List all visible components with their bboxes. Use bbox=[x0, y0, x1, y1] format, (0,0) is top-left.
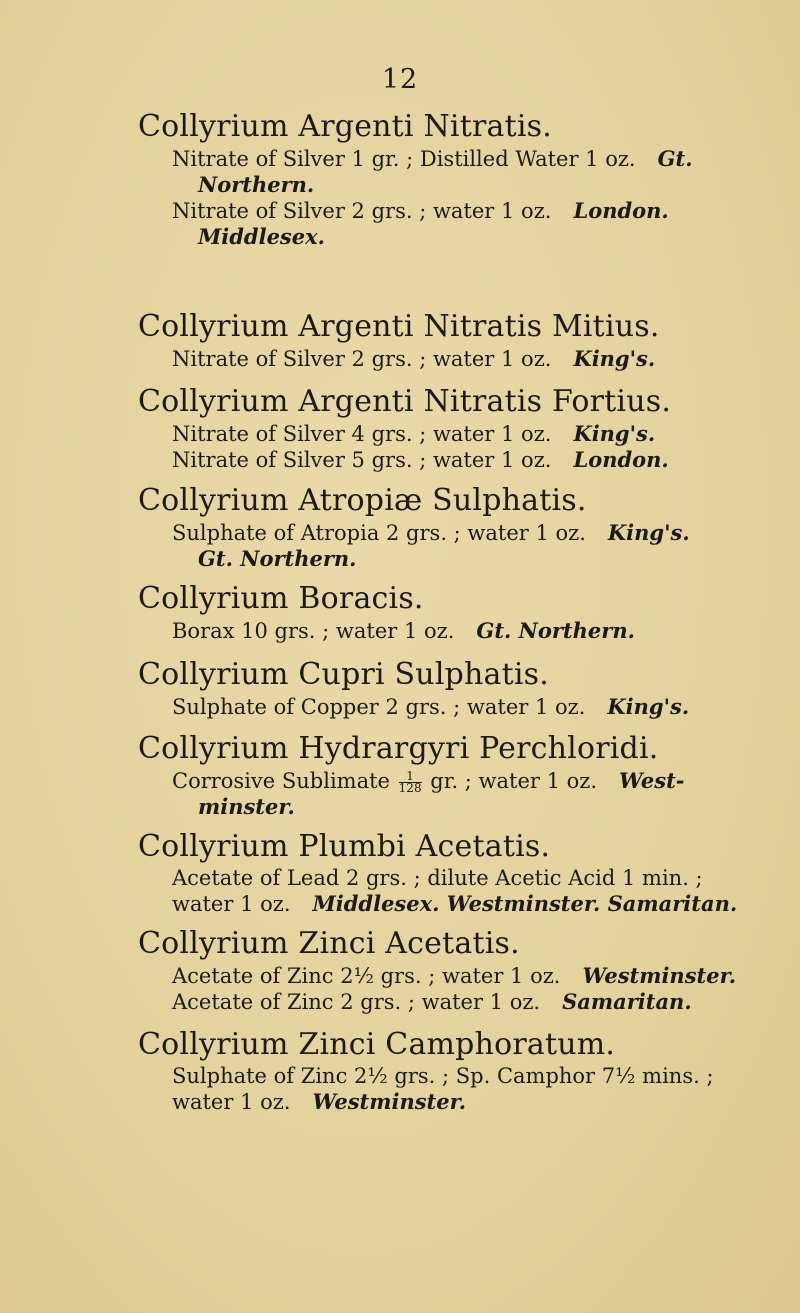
entry-argenti-nitratis bbox=[138, 108, 738, 250]
entry-title: Collyrium Plumbi Acetatis. bbox=[138, 829, 551, 864]
entry-title: Collyrium Argenti Nitratis Mitius. bbox=[138, 309, 660, 344]
entry-line: Sulphate of Zinc 2½ grs. ; Sp. Camphor 7½ mins. ; bbox=[172, 1064, 714, 1088]
entry-line: Sulphate of Atropia 2 grs. ; water 1 oz. King's. bbox=[172, 520, 690, 545]
entry-title: Collyrium Argenti Nitratis Fortius. bbox=[138, 384, 672, 419]
source: Northern. bbox=[198, 172, 315, 197]
entry-title: Collyrium Zinci Camphoratum. bbox=[138, 1027, 616, 1062]
entry-hydrargyri-perchloridi bbox=[138, 730, 738, 820]
entry-line bbox=[138, 794, 738, 820]
entry-line: Nitrate of Silver 2 grs. ; water 1 oz. King's. bbox=[172, 346, 656, 371]
entry-line: Acetate of Zinc 2 grs. ; water 1 oz. Samaritan. bbox=[172, 989, 692, 1014]
source: King's. bbox=[573, 346, 656, 371]
page-number: 12 bbox=[381, 64, 419, 95]
entry-title: Collyrium Zinci Acetatis. bbox=[138, 926, 520, 961]
source: Samaritan. bbox=[562, 989, 692, 1014]
source: Middlesex. bbox=[198, 224, 325, 249]
entry-plumbi-acetatis bbox=[138, 828, 738, 917]
source: West- bbox=[619, 768, 685, 793]
source: King's. bbox=[607, 520, 690, 545]
entry-line: Nitrate of Silver 2 grs. ; water 1 oz. London. bbox=[172, 198, 669, 223]
entry-line: Nitrate of Silver 5 grs. ; water 1 oz. London. bbox=[172, 447, 669, 472]
entry-title: Collyrium Boracis. bbox=[138, 581, 424, 616]
entry-line: Acetate of Lead 2 grs. ; dilute Acetic Acid 1 min. ; bbox=[172, 866, 703, 890]
entry-line: Nitrate of Silver 1 gr. ; Distilled Water 1 oz. Gt. bbox=[172, 146, 693, 171]
entry-title: Collyrium Atropiæ Sulphatis. bbox=[138, 483, 587, 518]
entry-line: water 1 oz. Westminster. bbox=[172, 1089, 467, 1114]
entry-title: Collyrium Hydrargyri Perchloridi. bbox=[138, 731, 659, 766]
entry-line bbox=[138, 546, 738, 572]
source: Middlesex. Westminster. Samaritan. bbox=[312, 891, 738, 916]
entry-line: Sulphate of Copper 2 grs. ; water 1 oz. King's. bbox=[172, 694, 690, 719]
entry-line: Corrosive Sublimate $\frac{1}{128}$ gr. ; water 1 oz. West- bbox=[172, 768, 685, 795]
source: Westminster. bbox=[312, 1089, 467, 1114]
source: King's. bbox=[573, 421, 656, 446]
source: minster. bbox=[198, 794, 295, 819]
source: London. bbox=[573, 198, 669, 223]
entry-boracis bbox=[138, 580, 738, 644]
entry-line bbox=[138, 172, 738, 198]
entry-argenti-nitratis-mitius bbox=[138, 308, 738, 372]
source: Gt. bbox=[657, 146, 693, 171]
entry-zinci-acetatis bbox=[138, 925, 738, 1015]
source: Gt. Northern. bbox=[476, 618, 635, 643]
entry-line: Nitrate of Silver 4 grs. ; water 1 oz. King's. bbox=[172, 421, 656, 446]
entry-argenti-nitratis-fortius bbox=[138, 383, 738, 473]
fraction: $\frac{1}{128}$ bbox=[398, 769, 422, 795]
entry-line bbox=[138, 224, 738, 250]
entry-zinci-camphoratum bbox=[138, 1026, 738, 1115]
source: London. bbox=[573, 447, 669, 472]
entry-line: Borax 10 grs. ; water 1 oz. Gt. Northern. bbox=[172, 618, 635, 643]
entry-line: water 1 oz. Middlesex. Westminster. Samaritan. bbox=[172, 891, 738, 916]
entry-atropiae-sulphatis bbox=[138, 482, 738, 572]
entry-line: Acetate of Zinc 2½ grs. ; water 1 oz. Westminster. bbox=[172, 963, 737, 988]
source: King's. bbox=[607, 694, 690, 719]
entry-title: Collyrium Argenti Nitratis. bbox=[138, 109, 552, 144]
source: Westminster. bbox=[582, 963, 737, 988]
source: Gt. Northern. bbox=[198, 546, 357, 571]
entry-cupri-sulphatis bbox=[138, 656, 738, 720]
entry-title: Collyrium Cupri Sulphatis. bbox=[138, 657, 550, 692]
